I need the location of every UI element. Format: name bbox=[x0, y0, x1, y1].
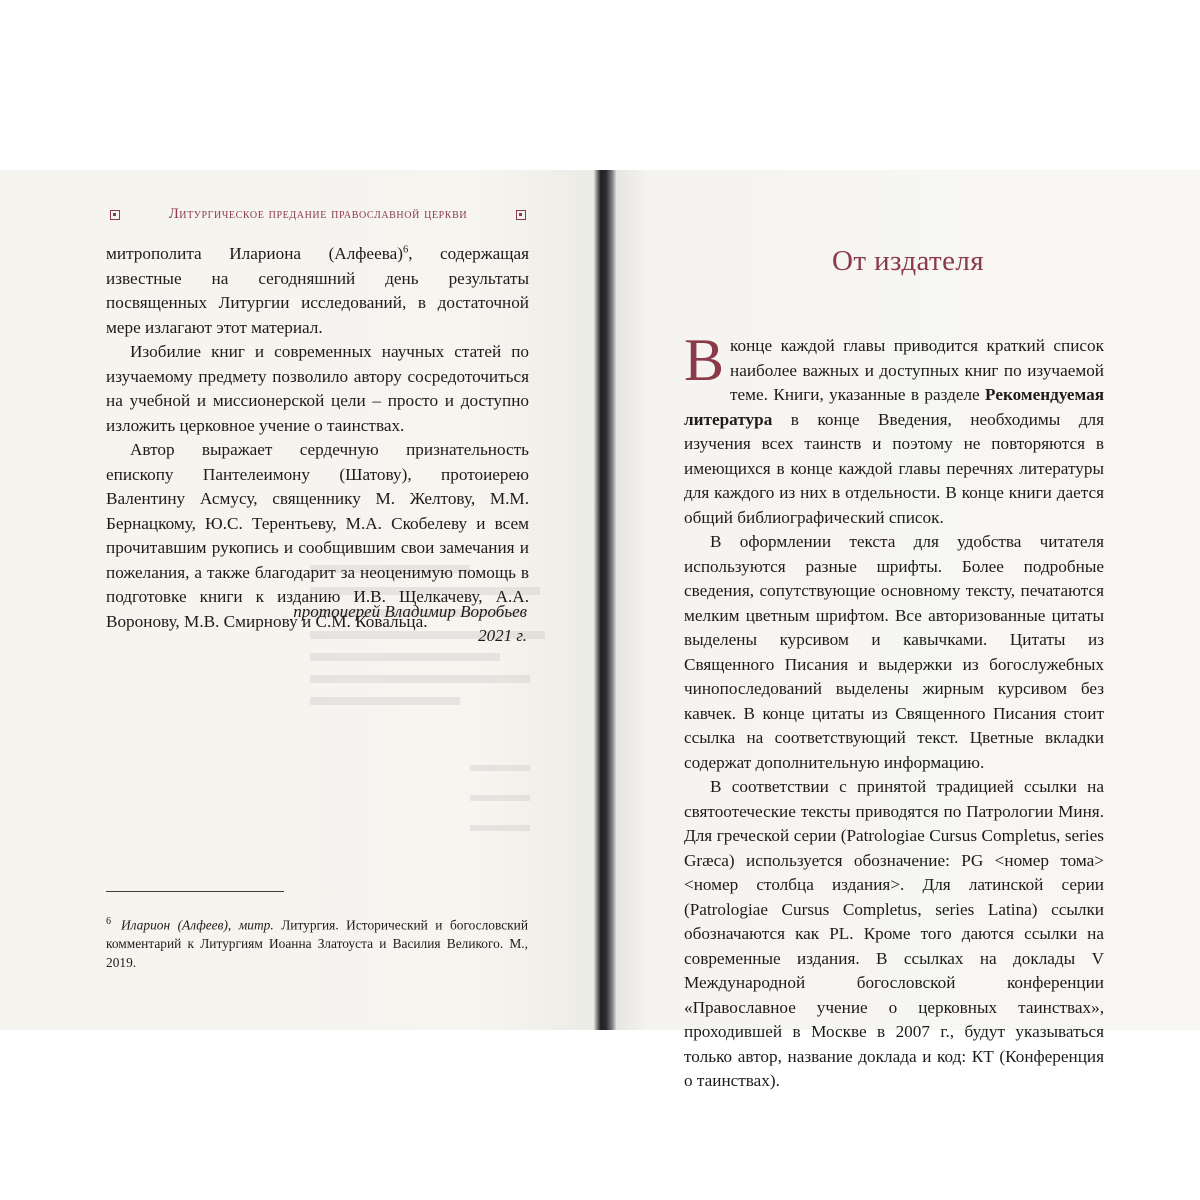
left-paragraph-1 bbox=[106, 242, 529, 340]
footnote-divider bbox=[106, 891, 284, 892]
right-paragraph-3: В соответствии с принятой традицией ссылки на святоотеческие тексты приводятся по Патрологии Миня. Для греческой серии (Patrologiae Cursus Completus, series Græca) используется обозначение: PG <номер тома> <номер столбца издания>. Для латинской серии (Patrologiae Cursus Completus, series Latina) ссылки обозначаются как PL. Кроме того даются ссылки на современные издания. В ссылках на доклады V Международной богословской конференции «Православное учение о церковных таинствах», проходившей в Москве в 2007 г., будут указываться только автор, название доклада и код: КТ (Конференция о таинствах). bbox=[684, 777, 1104, 1090]
footnote-author: Иларион (Алфеев), митр. bbox=[121, 917, 274, 933]
left-paragraph-2: Изобилие книг и современных научных статей по изучаемому предмету позволило автору сосредоточиться на учебной и миссионерской цели – просто и доступно изложить церковное учение о таинствах. bbox=[106, 342, 529, 435]
paragraph-text: в конце Введения, необходимы для изучения всех таинств и поэтому не повторяются в имеющихся в конце каждой главы перечнях литературы для каждого из них в отдельности. В конце книги дается общий библиографический список. bbox=[684, 409, 1104, 527]
paragraph-text: митрополита Илариона (Алфеева) bbox=[106, 244, 403, 263]
right-paragraph-1 bbox=[684, 327, 1104, 530]
left-body-text bbox=[106, 242, 529, 634]
footnote bbox=[106, 912, 528, 972]
right-page bbox=[616, 170, 1200, 1090]
book-gutter bbox=[594, 170, 616, 1030]
signature-name: протоиерей Владимир Воробьев bbox=[293, 602, 527, 621]
signature-year: 2021 г. bbox=[478, 626, 527, 645]
footnote-reference[interactable]: 6 bbox=[402, 244, 409, 256]
paragraph-text: , содержащая известные на сегодняшний день результаты посвященных Литургии исследований, в достаточной мере излагают этот материал. bbox=[106, 244, 529, 337]
drop-cap: В bbox=[684, 327, 725, 393]
paragraph-text: конце каждой главы приводится краткий список наиболее важных и доступных книг по изучаемой теме. Книги, указанные в разделе bbox=[730, 336, 1104, 404]
left-page bbox=[0, 170, 596, 1030]
footnote-text: Литургия. Исторический и богословский комментарий к Литургиям Иоанна Златоуста и Василия Великого. М., 2019. bbox=[106, 917, 529, 971]
bold-section-name: Рекомендуемая литература bbox=[684, 385, 1104, 429]
running-header bbox=[110, 206, 526, 223]
footnote-number: 6 bbox=[106, 916, 111, 927]
chapter-title: От издателя bbox=[832, 245, 984, 277]
square-ornament-icon bbox=[110, 210, 120, 220]
left-paragraph-3: Автор выражает сердечную признательность епископу Пантелеимону (Шатову), протоиерею Валентину Асмусу, священнику М. Желтову, М.М. Бернацкому, Ю.С. Терентьеву, М.А. Скобелеву и всем прочитавшим рукопись и сообщившим свои замечания и пожелания, а также благодарит за неоценимую помощь в подготовке книги к изданию И.В. Щелкачеву, А.А. Воронову, М.В. Смирнову и С.М. Ковальца. bbox=[106, 440, 529, 631]
right-body-text bbox=[684, 327, 1104, 1094]
square-ornament-icon bbox=[516, 210, 526, 220]
running-header-text: Литургическое предание православной церкви bbox=[168, 206, 468, 222]
right-paragraph-2: В оформлении текста для удобства читателя используются разные шрифты. Более подробные сведения, сопутствующие основному тексту, печатаются мелким цветным шрифтом. Все авторизованные цитаты выделены курсивом и кавычками. Цитаты из Священного Писания и выдержки из богослужебных чинопоследований выделены жирным курсивом без кавчек. В конце цитаты из Священного Писания стоит ссылка на соответствующий текст. Цветные вкладки содержат дополнительную информацию. bbox=[684, 532, 1104, 772]
book-spread bbox=[0, 170, 1200, 1090]
signature bbox=[200, 600, 527, 648]
